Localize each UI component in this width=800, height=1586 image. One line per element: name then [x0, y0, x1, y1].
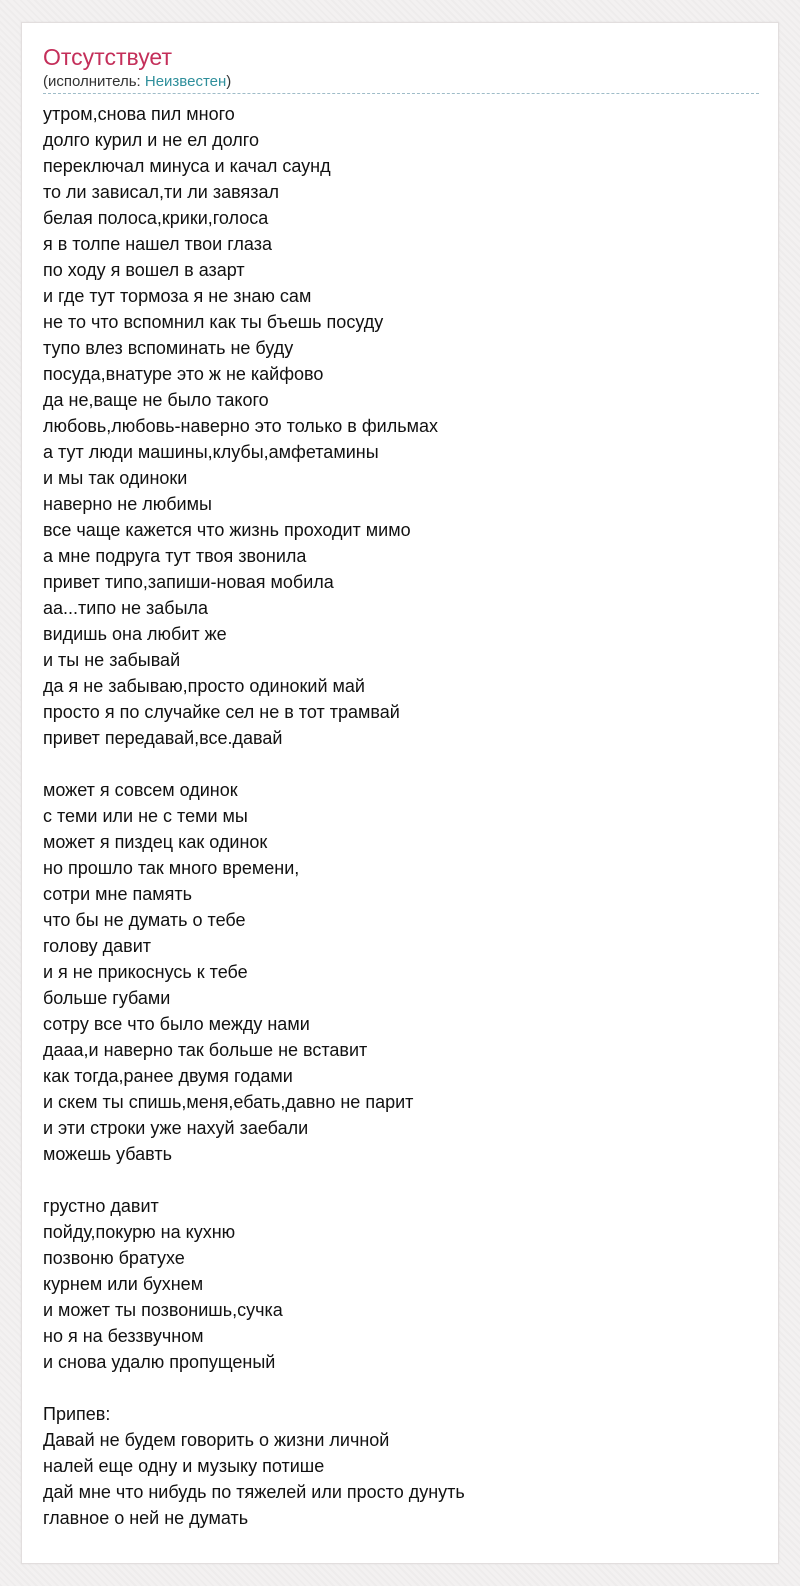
- lyric-line: может я совсем одинок: [43, 780, 238, 800]
- lyric-line: и где тут тормоза я не знаю сам: [43, 286, 312, 306]
- lyric-line: привет типо,запиши-новая мобила: [43, 572, 334, 592]
- lyric-line: [43, 1167, 759, 1193]
- lyric-line: но прошло так много времени,: [43, 858, 300, 878]
- lyric-line: привет передавай,все.давай: [43, 728, 283, 748]
- lyric-line: а тут люди машины,клубы,амфетамины: [43, 442, 379, 462]
- lyric-line: посуда,внатуре это ж не кайфово: [43, 364, 324, 384]
- lyric-line: долго курил и не ел долго: [43, 130, 259, 150]
- lyric-line: любовь,любовь-наверно это только в фильмах: [43, 416, 438, 436]
- lyric-line: голову давит: [43, 936, 152, 956]
- lyric-line: сотри мне память: [43, 884, 192, 904]
- lyric-line: я в толпе нашел твои глаза: [43, 234, 272, 254]
- lyric-line: курнем или бухнем: [43, 1274, 204, 1294]
- lyric-line: пойду,покурю на кухню: [43, 1222, 236, 1242]
- lyric-line: и я не прикоснусь к тебе: [43, 962, 248, 982]
- lyric-line: [43, 1375, 759, 1401]
- lyric-line: Давай не будем говорить о жизни личной: [43, 1430, 390, 1450]
- lyric-line: дай мне что нибудь по тяжелей или просто дунуть: [43, 1482, 465, 1502]
- lyric-line: налей еще одну и музыку потише: [43, 1456, 325, 1476]
- lyric-line: грустно давит: [43, 1196, 159, 1216]
- lyrics-body: [43, 101, 759, 1531]
- lyric-line: наверно не любимы: [43, 494, 212, 514]
- lyric-line: можешь убавть: [43, 1144, 172, 1164]
- artist-link[interactable]: Неизвестен: [144, 73, 227, 90]
- lyric-line: да не,ваще не было такого: [43, 390, 269, 410]
- song-header: [43, 41, 759, 94]
- lyric-line: тупо влез вспоминать не буду: [43, 338, 294, 358]
- lyric-line: да я не забываю,просто одинокий май: [43, 676, 365, 696]
- lyric-line: и скем ты спишь,меня,ебать,давно не парит: [43, 1092, 414, 1112]
- lyric-line: все чаще кажется что жизнь проходит мимо: [43, 520, 411, 540]
- lyric-line: по ходу я вошел в азарт: [43, 260, 245, 280]
- lyric-line: с теми или не с теми мы: [43, 806, 248, 826]
- content-card: [21, 22, 779, 1564]
- lyric-line: и мы так одиноки: [43, 468, 188, 488]
- lyric-line: и снова удалю пропущеный: [43, 1352, 276, 1372]
- lyric-line: утром,снова пил много: [43, 104, 235, 124]
- lyric-line: и эти строки уже нахуй заебали: [43, 1118, 309, 1138]
- lyric-line: не то что вспомнил как ты бъешь посуду: [43, 312, 384, 332]
- lyric-line: главное о ней не думать: [43, 1508, 249, 1528]
- lyric-line: Припев:: [43, 1404, 111, 1424]
- lyric-line: и может ты позвонишь,сучка: [43, 1300, 283, 1320]
- lyric-line: просто я по случайке сел не в тот трамвай: [43, 702, 400, 722]
- artist-line: [43, 72, 231, 92]
- lyric-line: что бы не думать о тебе: [43, 910, 246, 930]
- lyric-line: то ли зависал,ти ли завязал: [43, 182, 280, 202]
- lyric-line: больше губами: [43, 988, 171, 1008]
- lyric-line: видишь она любит же: [43, 624, 227, 644]
- song-title: Отсутствует: [43, 44, 172, 70]
- artist-prefix: (исполнитель:: [43, 73, 145, 90]
- lyric-line: белая полоса,крики,голоса: [43, 208, 269, 228]
- lyric-line: может я пиздец как одинок: [43, 832, 268, 852]
- lyric-line: переключал минуса и качал саунд: [43, 156, 331, 176]
- lyric-line: позвоню братухе: [43, 1248, 185, 1268]
- lyric-line: дааа,и наверно так больше не вставит: [43, 1040, 368, 1060]
- lyric-line: и ты не забывай: [43, 650, 181, 670]
- lyric-line: как тогда,ранее двумя годами: [43, 1066, 293, 1086]
- lyric-line: но я на беззвучном: [43, 1326, 204, 1346]
- lyric-line: а мне подруга тут твоя звонила: [43, 546, 307, 566]
- artist-suffix: ): [226, 73, 232, 90]
- lyric-line: [43, 751, 759, 777]
- lyric-line: сотру все что было между нами: [43, 1014, 310, 1034]
- lyric-line: аа...типо не забыла: [43, 598, 209, 618]
